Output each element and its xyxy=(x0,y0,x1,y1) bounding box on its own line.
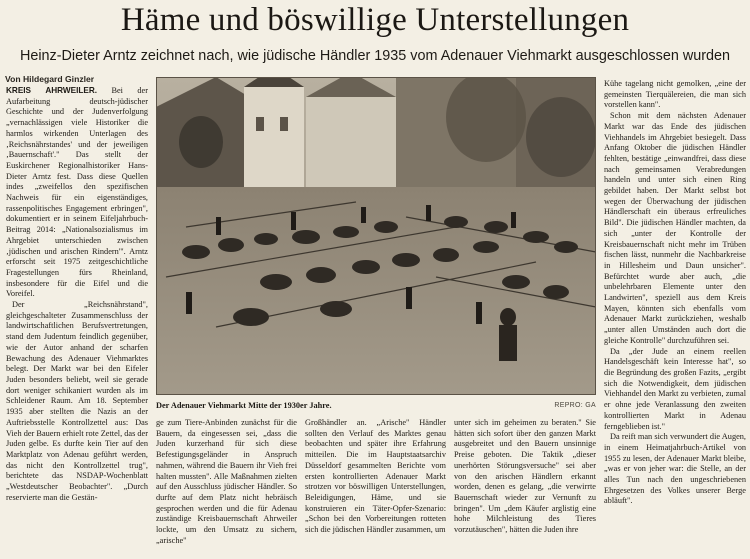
paragraph-text: Bei der Aufarbeitung deutsch-jüdischer Geschichte und der Judenverfolgung „vernachlässigen viele Historiker die harmlos wirkenden Unterlagen des ‚Reichsnährstandes' und der jeweiligen ‚Bauernschaft'." Das stellt der Euskirchener Regionalhistoriker Hans-Dieter Arntz fest. Dass diese Quellen indes „zweifellos den spezifischen Nachweis für ein eigenständiges, rassenpolitisches Engagement erbringen", dokumentiert er in seinem Eifeljahrbuch-Beitrag 2014: „Nationalsozialismus im Ahrgebiet unterschieden zwischen ‚jüdischen und arischen Rindern'". Arntz erforscht seit 1975 zeitgeschichtliche Fragestellungen fürs Rheinland, insbesondere für die Eifel und die Voreifel. xyxy=(6,86,148,299)
photo-caption xyxy=(156,401,596,410)
historic-market-photo-image xyxy=(156,77,596,395)
viehmarkt-photo xyxy=(156,77,596,395)
caption-text: Der Adenauer Viehmarkt Mitte der 1930er Jahre. xyxy=(156,401,332,410)
paragraph xyxy=(6,86,148,300)
paragraph: Schon mit dem nächsten Adenauer Markt war das Ende des jüdischen Viehhandels im Ahrgebiet besiegelt. Dass Anfang Oktober die jüdischen Händler fehlten, bestätige „einwandfrei, dass diese nach gemeinsamen Verabredungen handeln und unter sich einen Ring gebildet haben. Der Markt selbst bot wegen der Überwachung der jüdischen Händlerschaft ein überaus erfreuliches Bild". Die jüdischen Händler machten, da sich „unter der Kontrolle der Kreisbauernschaft nicht mehr im Trüben fischen lässt, nunmehr die Nachbarkreise in Hillesheim und Daun unsicher". Befürchtet wurde aber auch, „die unbelehrbaren Elemente unter den Landwirten", speziell aus dem Kreis Mayen, könnten sich ebenfalls vom Adenauer Markt zurückziehen, weshalb „unter allen Umständen auch dort die gleiche Kontrolle" durchzuführen sei. xyxy=(604,111,746,345)
article-column-2 xyxy=(156,418,297,558)
byline: Von Hildegard Ginzler xyxy=(5,74,95,84)
paragraph: Da „der Jude an einem reellen Handelsgeschäft kein Interesse hat", so die Begründung des großen Fazits, „ergibt sich die Notwendigkeit, dem jüdischen Viehhandel den Markt zu verbieten, zumal er ohne jede Veranlassung den zweiten kontrollierten Markt in Adenau ferngeblieben ist." xyxy=(604,346,746,431)
paragraph: Kühe tagelang nicht gemolken, „eine der gemeinsten Tierquälereien, die man sich vorstellen kann". xyxy=(604,79,746,110)
article-column-3 xyxy=(305,418,446,558)
article-column-5 xyxy=(604,79,746,557)
subheadline: Heinz-Dieter Arntz zeichnet nach, wie jüdische Händler 1935 vom Adenauer Viehmarkt ausgeschlossen wurden xyxy=(19,48,731,64)
paragraph: Da reift man sich verwundert die Augen, in einem Heimatjahrbuch-Artikel von 1955 zu lesen, der Adenauer Markt bleibe, „was er von jeher war: die Stelle, an der alles Tun nach den ungeschriebenen Ehrgesetzen des Volkes unserer Berge abläuft". xyxy=(604,432,746,506)
paragraph: Der „Reichsnährstand", gleichgeschalteter Zusammenschluss der landwirtschaftlichen Berufsvertretungen, stand dem Judentum feindlich gegenüber, wie der Autor anhand der scharfen Bewachung des Adenauer Viehmarktes belegt. Der Markt war bei den Eifeler Juden besonders beliebt, weil sie gerade dort weniger schikaniert wurden als im Schleidener Raum. Am 18. September 1935 aber stellten die Nazis an der Auftriebsstelle Kontrollzettel aus: Das Vieh der Bauern erhielt rote Zettel, das der Juden gelbe. Es durfte kein Tier auf den Marktplatz von Adenau geführt werden, das nicht den Kontrollzettel trug", berichtete das NSDAP-Wochenblatt „Westdeutscher Beobachter". „Durch reservierte man die Gestän- xyxy=(6,300,148,502)
paragraph: ge zum Tiere-Anbinden zunächst für die Bauern, da eingesessen sei, „dass die Juden kurzerhand für sich diese Befestigungsgeländer in Anspruch nahmen, während die Bauern ihr Vieh frei halten mussten". Alle Maßnahmen zielten auf den Ausschluss jüdischer Händler. So durfte auf dem Platz nicht hebräisch gesprochen werden und die für Adenau zuständige Kreisbauernschaft Ahrweiler lockte, um den Umsatz zu sichern, „arische" xyxy=(156,418,297,545)
article-column-1 xyxy=(6,86,148,556)
paragraph: unter sich im geheimen zu beraten." Sie hätten sich sofort über den ganzen Markt ausgebreitet und den Bauern unsinnige Preise geboten. Die Taktik „dieser unerhörten Störungsversuche" sei aber von den arischen Händlern erkannt worden, denen es gelang, „die verwirrte Bauernschaft wieder zur Vernunft zu bringen". Um „dem Käufer arglistig eine hohe Milchleistung des Tieres vorzutäuschen", hätten die Juden ihre xyxy=(454,418,596,535)
article-column-4 xyxy=(454,418,596,558)
dateline: KREIS AHRWEILER. xyxy=(6,86,98,95)
paragraph: Großhändler an. „Arische" Händler sollten den Verlauf des Marktes genau beobachten und später ihre Erfahrung mitteilen. Die im Hauptstaatsarchiv Düsseldorf gesammelten Berichte vom ersten kontrollierten Adenauer Markt strotzen vor böswilligen Unterstellungen, Beleidigungen, Häme, und sie konstruieren ein Täter-Opfer-Szenario: „Schon bei den Vorbereitungen rotteten sich die jüdischen Händler zusammen, um xyxy=(305,418,446,535)
photo-credit: REPRO: GA xyxy=(554,402,596,409)
headline: Häme und böswillige Unterstellungen xyxy=(120,2,630,38)
